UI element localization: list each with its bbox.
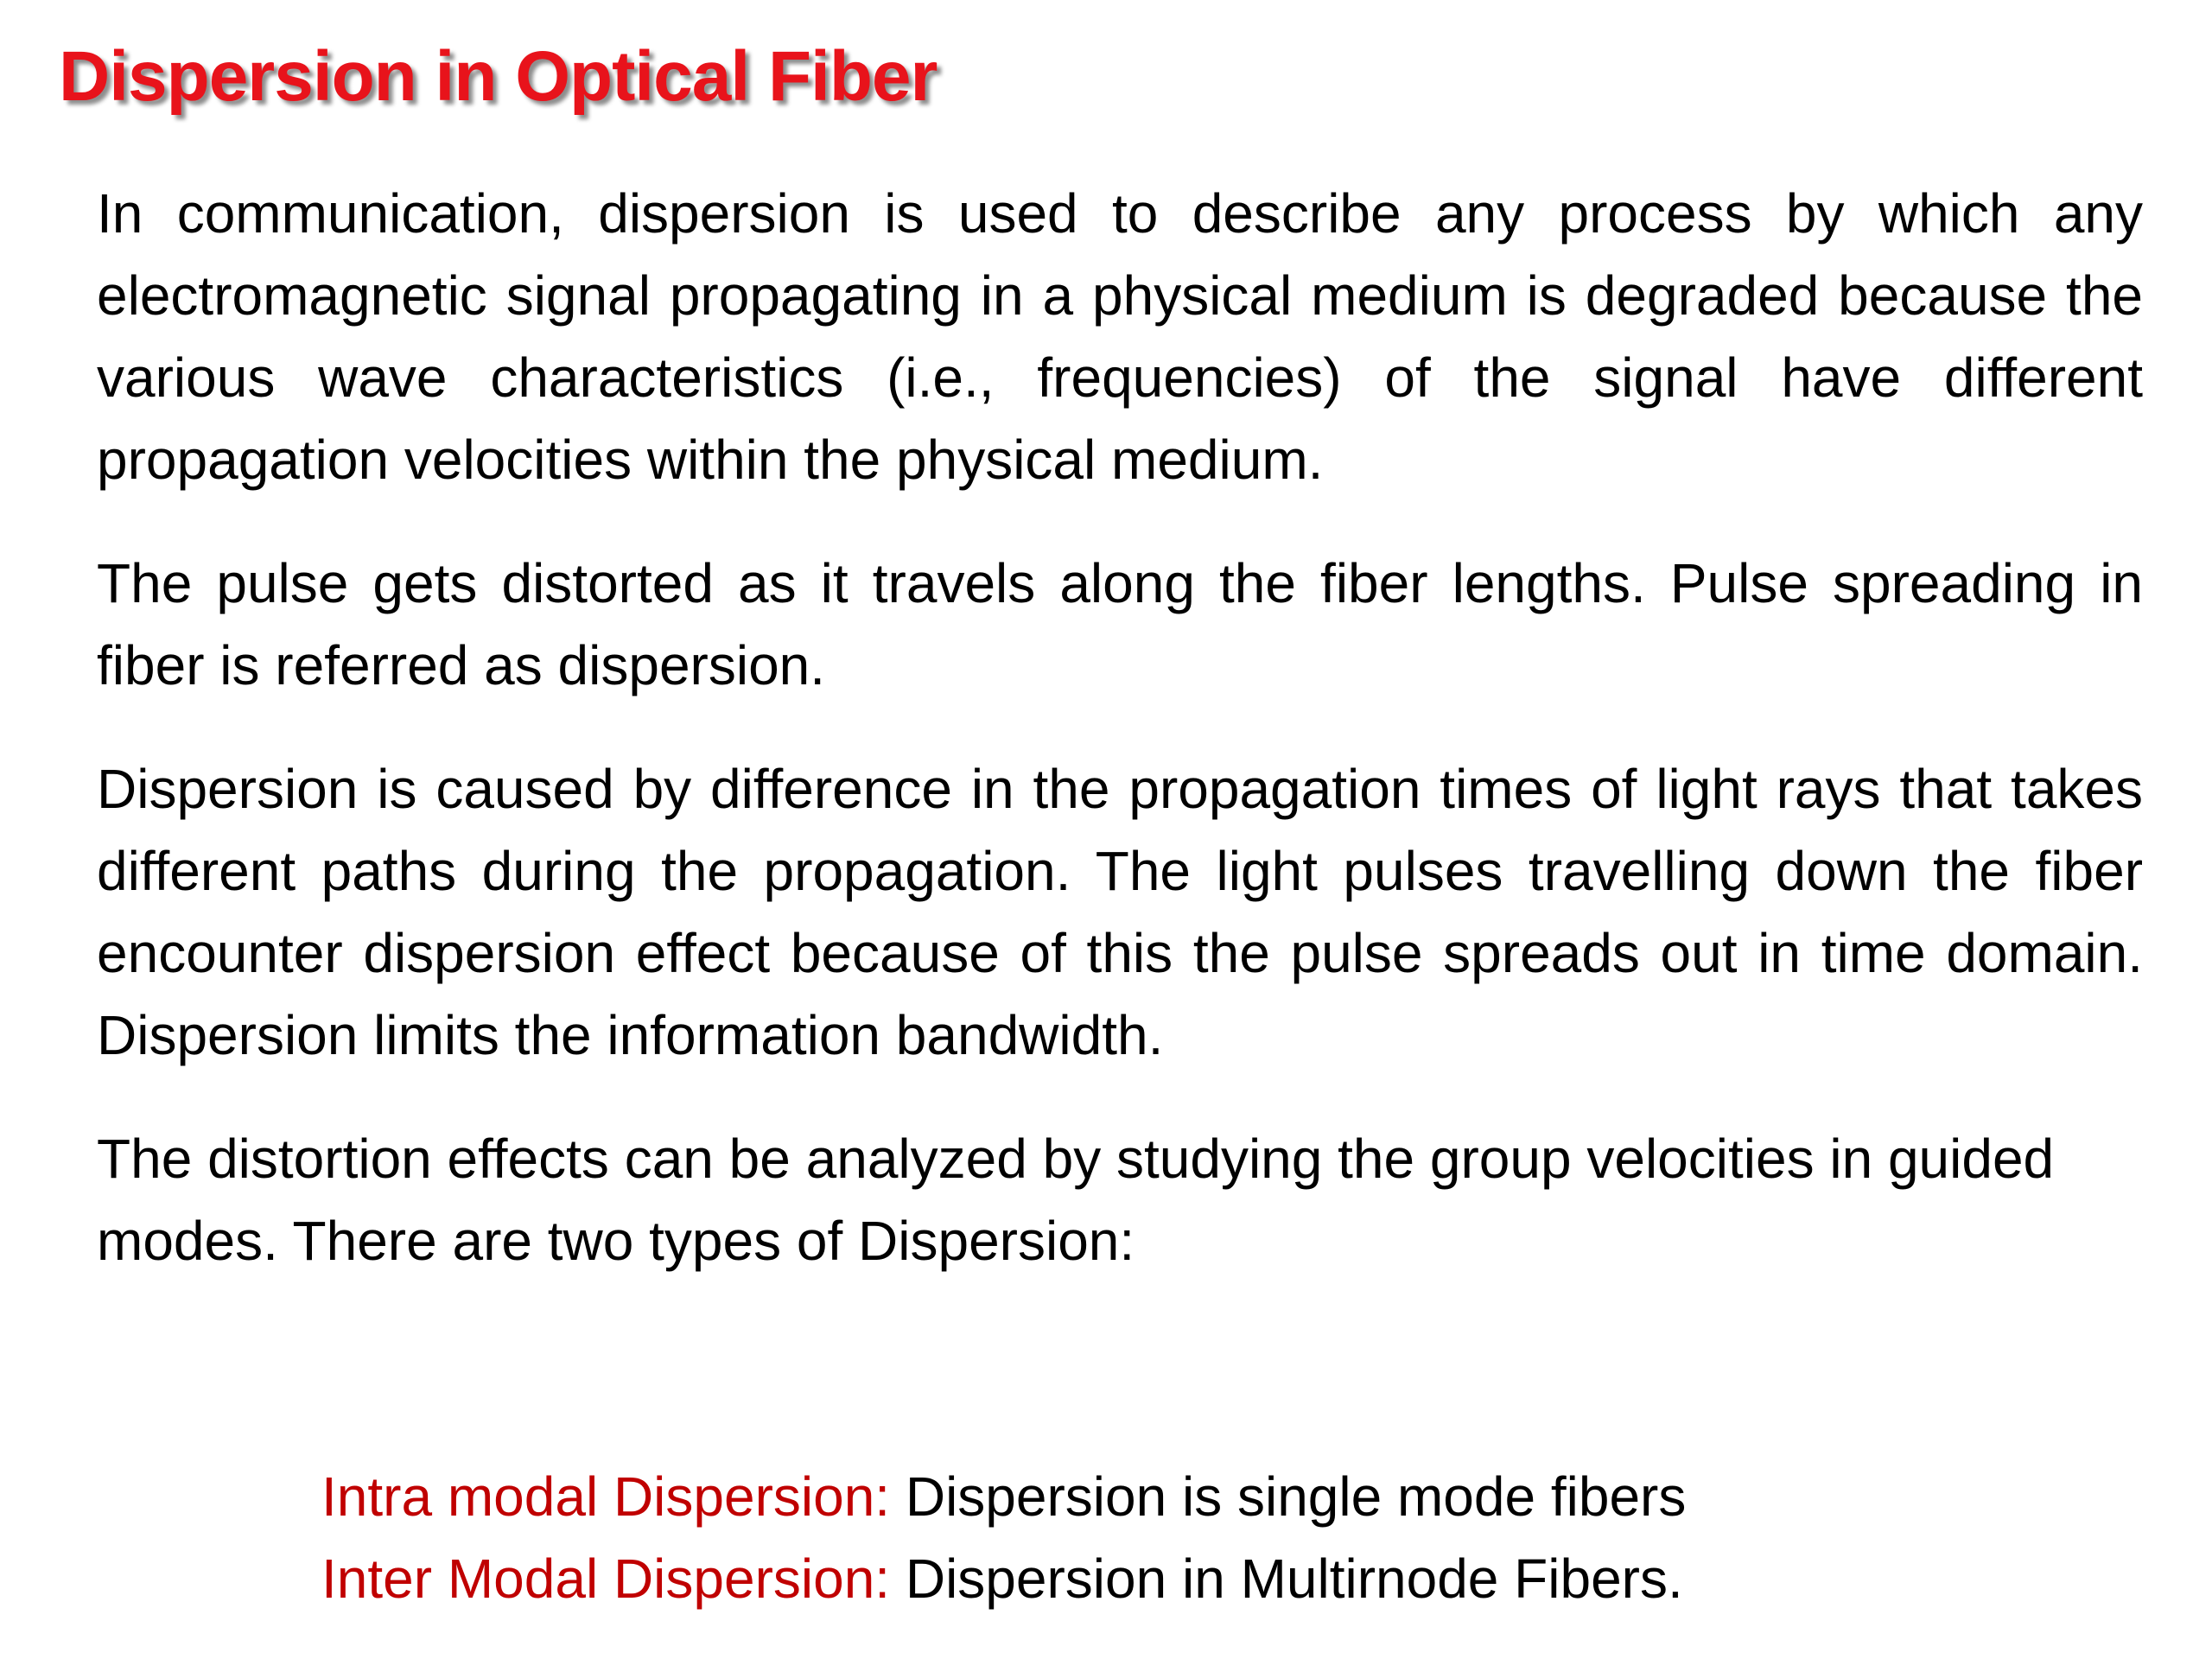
paragraph-pulse-distortion: The pulse gets distorted as it travels along the fiber lengths. Pulse spreading in fiber is referred as dispersion. — [97, 552, 2143, 696]
paragraph-definition: In communication, dispersion is used to describe any process by which any electromagnetic signal propagating in a physical medium is degraded because the various wave characteristics (i.e., frequencies) of the signal have different propagation velocities within the physical medium. — [97, 182, 2143, 491]
dispersion-type-description: Dispersion in Multirnode Fibers. — [890, 1548, 1683, 1610]
dispersion-type-intra-modal — [321, 1456, 2136, 1538]
dispersion-type-description: Dispersion is single mode fibers — [890, 1465, 1687, 1528]
paragraph-types-intro: The distortion effects can be analyzed by studying the group velocities in guided modes. There are two types of Dispersion: — [97, 1128, 2055, 1272]
paragraph-cause: Dispersion is caused by difference in the propagation times of light rays that takes different paths during the propagation. The light pulses travelling down the fiber encounter dispersion effect because of this the pulse spreads out in time domain. Dispersion limits the information bandwidth. — [97, 758, 2143, 1066]
slide-body — [97, 173, 2143, 1282]
dispersion-type-label: Intra modal Dispersion: — [321, 1465, 891, 1528]
dispersion-types-list — [321, 1456, 2136, 1620]
dispersion-type-label: Inter Modal Dispersion: — [321, 1548, 891, 1610]
dispersion-type-inter-modal — [321, 1538, 2136, 1620]
slide-title: Dispersion in Optical Fiber — [59, 37, 938, 116]
